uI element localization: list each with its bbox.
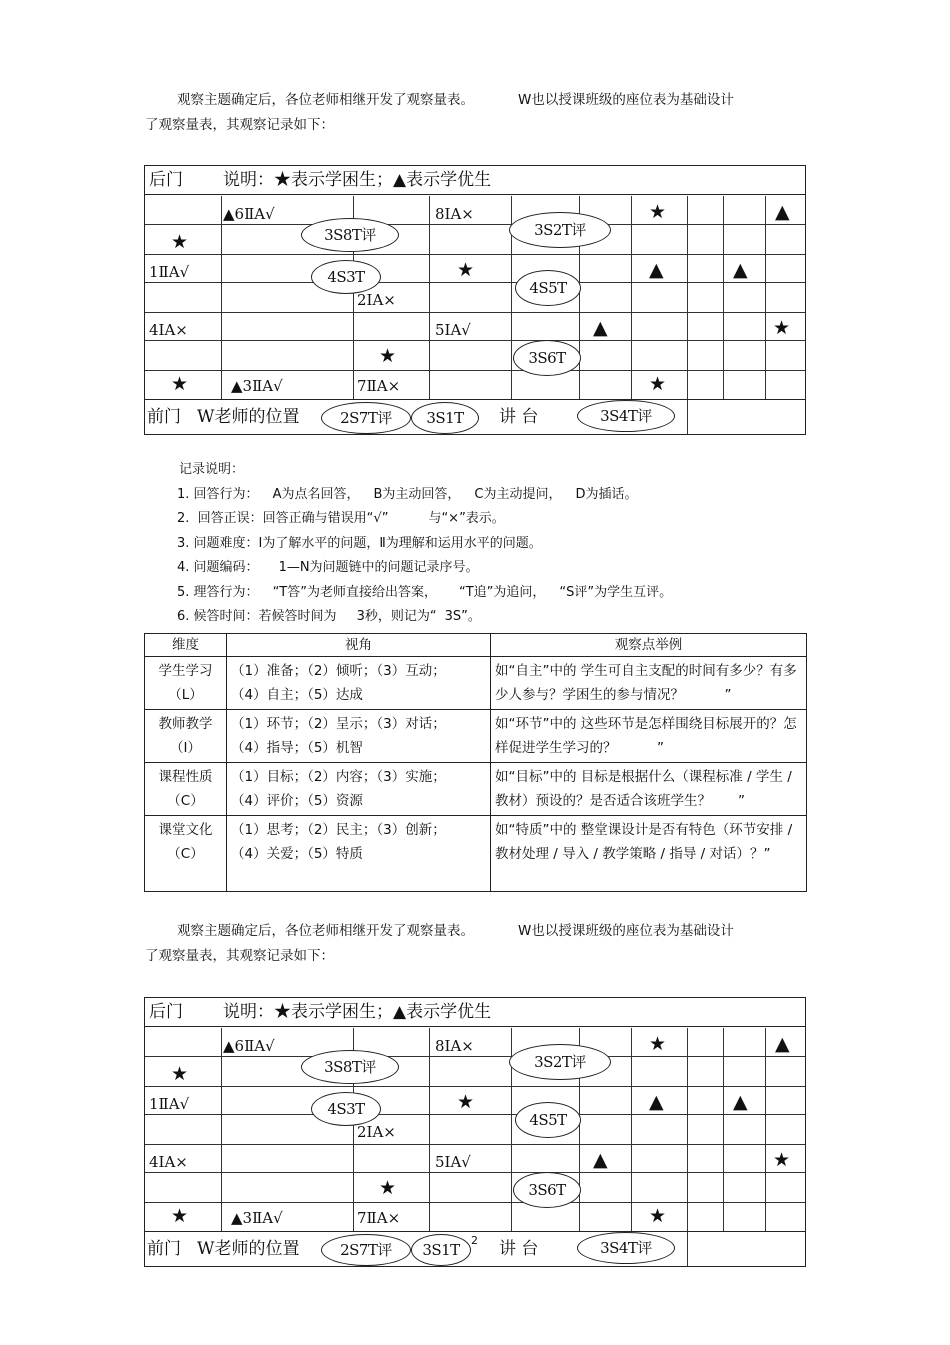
seat-cell: 5ⅠA√ (435, 321, 471, 339)
top-student-icon: ▲ (649, 1091, 664, 1113)
view-line: （4）评价；（5）资源 (231, 793, 363, 809)
table-header: 维度 (145, 634, 227, 657)
view-line: （1）目标；（2）内容；（3）实施； (231, 769, 446, 785)
speech-bubble: 3S4T评 (577, 1232, 675, 1264)
dimension-name: 课程性质 (158, 769, 213, 785)
seat-cell: 5ⅠA√ (435, 1153, 471, 1171)
seat-cell: 8ⅠA× (435, 1037, 474, 1055)
back-door-label: 后门 (149, 170, 183, 190)
legend-item-6: 6. 候答时间：若候答时间为 3秒，则记为“ 3S”。 (177, 609, 481, 624)
table-row (145, 763, 807, 816)
speech-bubble: 2S7T评 (321, 1234, 411, 1266)
table-header: 观察点举例 (491, 634, 807, 657)
top-student-icon: ▲ (733, 1091, 748, 1113)
legend-item-3: 3. 问题难度：Ⅰ为了解水平的问题，Ⅱ为理解和运用水平的问题。 (177, 535, 542, 551)
speech-bubble: 2S7T评 (321, 402, 411, 434)
view-line: （4）指导；（5）机智 (231, 740, 363, 756)
dimension-name: 课堂文化 (158, 822, 213, 838)
seat-cell: 2ⅠA× (357, 1123, 396, 1141)
intro-paragraph-2 (145, 919, 805, 969)
view-line: （1）准备；（2）倾听；（3）互动； (231, 663, 446, 679)
view-line: （4）关爱；（5）特质 (231, 846, 363, 862)
seat-cell: 8ⅠA× (435, 205, 474, 223)
chart-header (145, 998, 805, 1027)
front-door-label: 前门 (147, 1239, 181, 1259)
speech-bubble: 4S5T (515, 270, 581, 306)
seat-cell: ▲3ⅡA√ (231, 377, 283, 395)
speech-bubble: 3S1T (411, 1234, 471, 1266)
teacher-position-label: W老师的位置 (197, 407, 300, 427)
dimension-code: （I） (170, 740, 201, 756)
back-door-label: 后门 (149, 1002, 183, 1022)
intro-line1b: W也以授课班级的座位表为基础设计 (518, 923, 734, 939)
view-line: （1）环节；（2）呈示；（3）对话； (231, 716, 446, 732)
struggling-student-icon: ★ (171, 373, 189, 395)
footnote-mark: 2 (471, 1234, 478, 1247)
table-row (145, 657, 807, 710)
seat-cell: 1ⅡA√ (149, 263, 190, 281)
chart-explanation: 说明：★表示学困生；▲表示学优生 (223, 170, 492, 190)
teacher-position-label: W老师的位置 (197, 1239, 300, 1259)
struggling-student-icon: ★ (171, 231, 189, 253)
intro-line2: 了观察量表，其观察记录如下： (145, 117, 334, 133)
legend-item-2: 2. 回答正误：回答正确与错误用“√” 与“×”表示。 (177, 511, 505, 526)
chart-header (145, 166, 805, 195)
seat-cell: 7ⅡA× (357, 377, 401, 395)
speech-bubble: 3S8T评 (301, 1050, 399, 1084)
speech-bubble: 3S2T评 (509, 1044, 611, 1080)
struggling-student-icon: ★ (773, 317, 791, 339)
example-cell: 如“自主”中的 学生可自主支配的时间有多少？有多少人参与？学困生的参与情况？ ” (491, 657, 807, 710)
table-row (145, 816, 807, 892)
chart-footer (145, 1231, 805, 1266)
top-student-icon: ▲ (775, 201, 790, 223)
struggling-student-icon: ★ (171, 1205, 189, 1227)
seat-cell: ▲6ⅡA√ (223, 1037, 275, 1055)
legend-title: 记录说明： (179, 462, 245, 477)
podium-label: 讲 台 (499, 1239, 539, 1259)
speech-bubble: 3S4T评 (577, 400, 675, 432)
dimension-name: 教师教学 (158, 716, 213, 732)
view-line: （4）自主；（5）达成 (231, 687, 363, 703)
dimension-name: 学生学习 (158, 663, 213, 679)
speech-bubble: 4S5T (515, 1102, 581, 1138)
legend-item-1: 1. 回答行为： A为点名回答， B为主动回答， C为主动提问， D为插话。 (177, 486, 638, 502)
chart-explanation: 说明：★表示学困生；▲表示学优生 (223, 1002, 492, 1022)
table-header: 视角 (227, 634, 491, 657)
intro-line1a: 观察主题确定后，各位老师相继开发了观察量表。 (177, 92, 474, 108)
speech-bubble: 3S1T (411, 402, 479, 434)
seat-cell: ▲3ⅡA√ (231, 1209, 283, 1227)
top-student-icon: ▲ (593, 317, 608, 339)
view-line: （1）思考；（2）民主；（3）创新； (231, 822, 446, 838)
struggling-student-icon: ★ (457, 259, 475, 281)
observation-dimension-table (144, 633, 807, 892)
seat-cell: 4ⅠA× (149, 321, 188, 339)
front-door-label: 前门 (147, 407, 181, 427)
seat-cell: 2ⅠA× (357, 291, 396, 309)
struggling-student-icon: ★ (649, 1205, 667, 1227)
struggling-student-icon: ★ (773, 1149, 791, 1171)
struggling-student-icon: ★ (171, 1063, 189, 1085)
example-cell: 如“特质”中的 整堂课设计是否有特色（环节安排 / 教材处理 / 导入 / 教学策略 / 指导 / 对话）？” (491, 816, 807, 892)
seat-cell: 7ⅡA× (357, 1209, 401, 1227)
speech-bubble: 4S3T (311, 260, 381, 294)
speech-bubble: 3S2T评 (509, 212, 611, 248)
seat-cell: ▲6ⅡA√ (223, 205, 275, 223)
seating-chart-1 (144, 165, 806, 435)
struggling-student-icon: ★ (457, 1091, 475, 1113)
record-legend (175, 458, 672, 630)
seat-cell: 4ⅠA× (149, 1153, 188, 1171)
top-student-icon: ▲ (593, 1149, 608, 1171)
struggling-student-icon: ★ (649, 201, 667, 223)
speech-bubble: 3S6T (513, 340, 581, 376)
speech-bubble: 3S6T (513, 1172, 581, 1208)
struggling-student-icon: ★ (379, 345, 397, 367)
dimension-code: （C） (167, 846, 204, 862)
example-cell: 如“环节”中的 这些环节是怎样围绕目标展开的？怎样促进学生学习的？ ” (491, 710, 807, 763)
top-student-icon: ▲ (649, 259, 664, 281)
speech-bubble: 4S3T (311, 1092, 381, 1126)
intro-line2: 了观察量表，其观察记录如下： (145, 948, 334, 964)
struggling-student-icon: ★ (649, 373, 667, 395)
example-cell: 如“目标”中的 目标是根据什么（课程标准 / 学生 / 教材）预设的？是否适合该班学生？ ” (491, 763, 807, 816)
intro-paragraph-1 (145, 88, 805, 138)
top-student-icon: ▲ (775, 1033, 790, 1055)
legend-item-5: 5. 理答行为： “T答”为老师直接给出答案， “T追”为追问， “S评”为学生互评。 (177, 584, 673, 600)
struggling-student-icon: ★ (649, 1033, 667, 1055)
dimension-code: （C） (167, 793, 204, 809)
struggling-student-icon: ★ (379, 1177, 397, 1199)
top-student-icon: ▲ (733, 259, 748, 281)
legend-item-4: 4. 问题编码： 1—N为问题链中的问题记录序号。 (177, 560, 479, 575)
intro-line1a: 观察主题确定后，各位老师相继开发了观察量表。 (177, 923, 474, 939)
intro-line1b: W也以授课班级的座位表为基础设计 (518, 92, 734, 108)
speech-bubble: 3S8T评 (301, 218, 399, 252)
table-header-row (145, 634, 807, 657)
podium-label: 讲 台 (499, 407, 539, 427)
seat-cell: 1ⅡA√ (149, 1095, 190, 1113)
dimension-code: （L） (168, 687, 203, 703)
table-row (145, 710, 807, 763)
seating-chart-2 (144, 997, 806, 1267)
